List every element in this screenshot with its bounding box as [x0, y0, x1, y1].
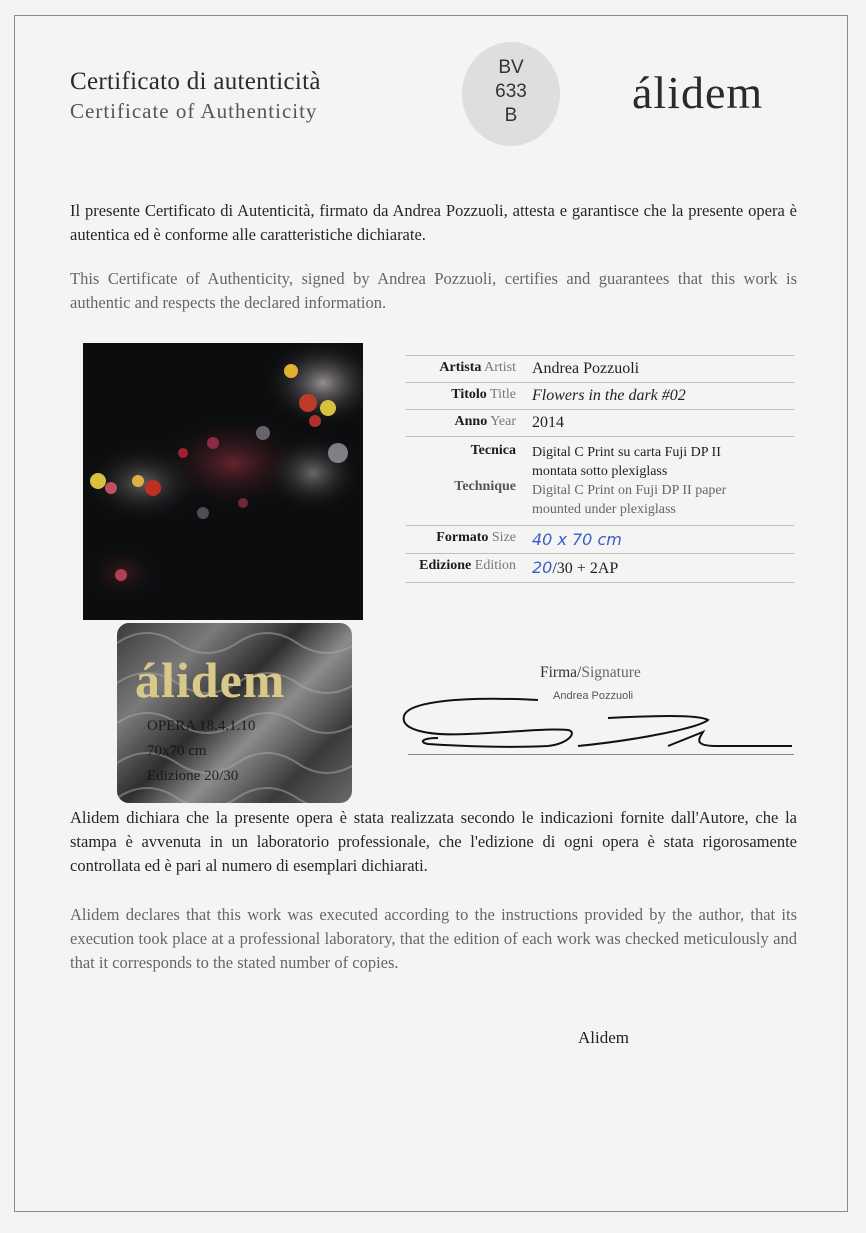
table-row-title — [406, 382, 794, 409]
year-value: 2014 — [532, 414, 564, 431]
serial-stamp — [462, 42, 560, 146]
signature-label: Firma/Signature — [540, 664, 641, 681]
table-row-edition — [406, 553, 794, 583]
table-row-year — [406, 409, 794, 436]
declaration-paragraph-english: Alidem declares that this work was executed according to the instructions provided by the author, that its execution took place at a professional laboratory, that the edition of each work was checked meticulously and that it corresponds to the stated number of copies. — [70, 905, 797, 972]
hologram-sticker — [117, 623, 352, 803]
hologram-line-3: Edizione 20/30 — [147, 768, 239, 784]
edition-number-handwritten: 20 — [532, 558, 553, 577]
intro-paragraph-italian: Il presente Certificato di Autenticità, firmato da Andrea Pozzuoli, attesta e garantisce che la presente opera è autentica ed è conforme alle caratteristiche dichiarate. — [70, 201, 797, 244]
title-value: Flowers in the dark #02 — [532, 387, 686, 404]
intro-paragraph-english: This Certificate of Authenticity, signed by Andrea Pozzuoli, certifies and guarantees that this work is authentic and respects the declared information. — [70, 269, 797, 312]
handwritten-signature — [398, 688, 798, 758]
stamp-line-1: BV — [498, 57, 524, 78]
artwork-details-table — [406, 355, 794, 583]
declaration-paragraph-italian: Alidem dichiara che la presente opera è stata realizzata secondo le indicazioni fornite dall'Autore, che la stampa è avvenuta in un laboratorio professionale, che l'edizione di ogni opera è stata rigorosamente controllata ed è pari al numero di esemplari dichiarati. — [70, 808, 797, 875]
alidem-logo: álidem — [632, 67, 764, 118]
hologram-line-2: 70x70 cm — [147, 743, 207, 759]
hologram-line-1: OPERA 18.4.1.10 — [147, 718, 256, 734]
table-row-size — [406, 525, 794, 553]
artist-label: Artista Artist — [439, 360, 516, 375]
title-label: Titolo Title — [451, 387, 516, 402]
edition-value: 20/30 + 2AP — [532, 558, 619, 577]
stamp-line-3: B — [504, 105, 518, 126]
artist-value: Andrea Pozzuoli — [532, 360, 640, 377]
hologram-logo: álidem — [135, 652, 286, 708]
title-italian: Certificato di autenticità — [70, 68, 321, 95]
table-row-technique — [406, 436, 794, 525]
edition-label: Edizione Edition — [419, 558, 516, 573]
size-value-handwritten: 40 x 70 cm — [532, 530, 622, 549]
technique-label: Tecnica Technique — [454, 443, 516, 494]
artwork-flowers-graphic — [83, 343, 363, 620]
table-row-artist — [406, 355, 794, 382]
footer-signer: Alidem — [578, 1028, 629, 1047]
signature-printed-name: Andrea Pozzuoli — [553, 690, 634, 702]
size-label: Formato Size — [436, 530, 516, 545]
artwork-image — [83, 343, 363, 620]
year-label: Anno Year — [454, 414, 516, 429]
technique-value: Digital C Print su carta Fuji DP II montata sotto plexiglass Digital C Print on Fuji DP II paper mounted under plexiglass — [532, 445, 727, 517]
signature-line — [408, 754, 794, 755]
stamp-line-2: 633 — [495, 81, 527, 102]
title-english: Certificate of Authenticity — [70, 99, 318, 123]
